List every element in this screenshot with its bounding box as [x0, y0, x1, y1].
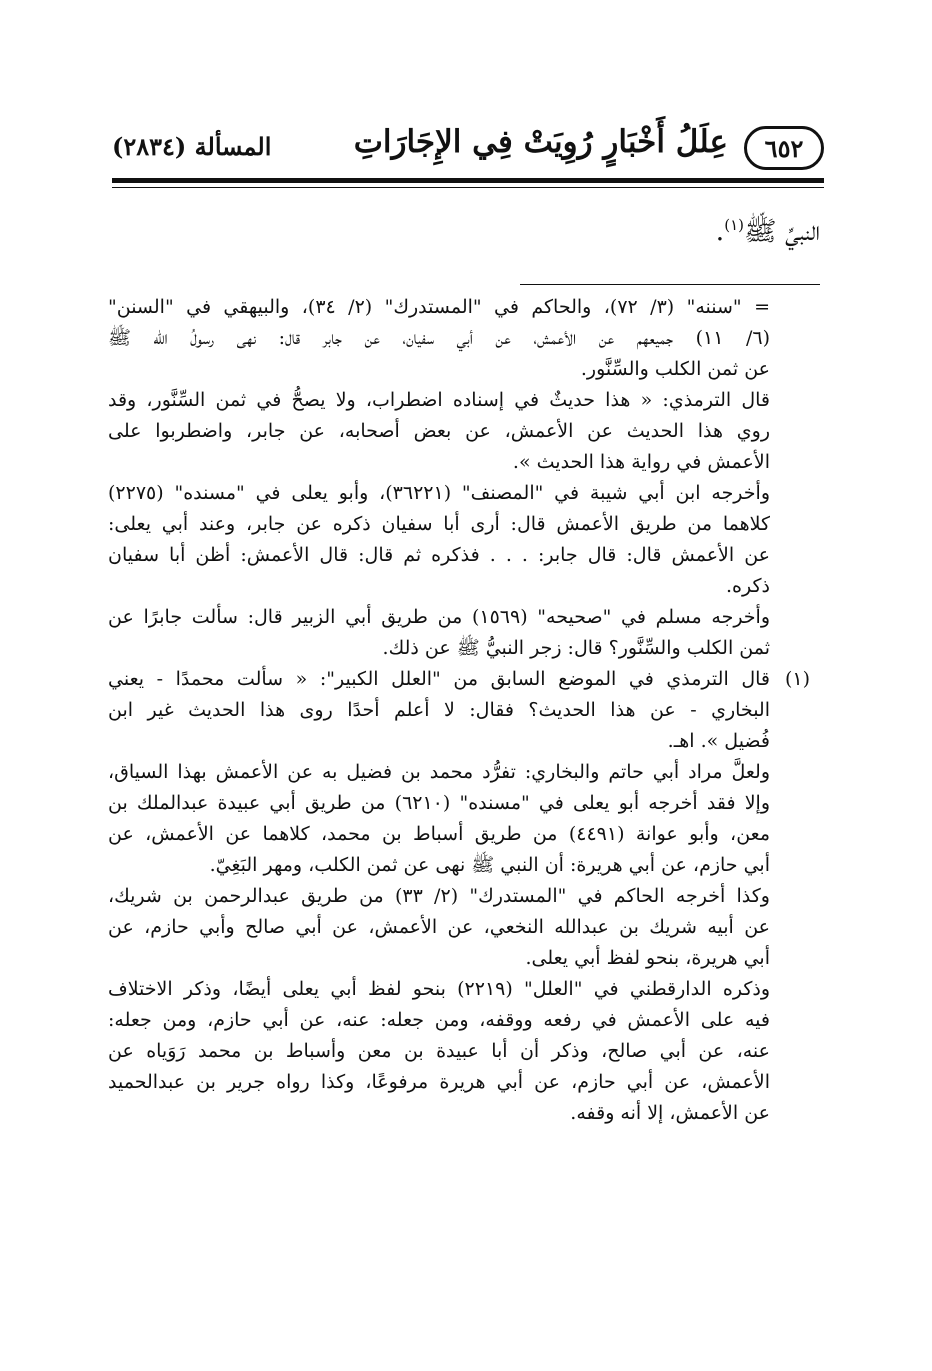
- footnote-line: فيه على الأعمش في رفعه ووقفه، ومن جعله: عنه، عن أبي حازم، ومن جعله:: [108, 1009, 770, 1031]
- footnote-line: فُضيل ». اهـ.: [667, 730, 770, 752]
- footnotes: [108, 292, 820, 1129]
- page-header: [112, 118, 824, 178]
- footnote-line: وكذا أخرجه الحاكم في "المستدرك" (٢/ ٣٣) من طريق عبدالرحمن بن شريك،: [108, 885, 770, 907]
- footnote-line: كلاهما من طريق الأعمش قال: أرى أبا سفيان ذكره عن جابر، وعند أبي يعلى:: [108, 513, 770, 535]
- footnote-line: وأخرجه ابن أبي شيبة في "المصنف" (٣٦٢٢١)، وأبو يعلى في "مسنده" (٢٢٧٥): [108, 482, 770, 504]
- footnote-line: عن أبيه شريك بن عبدالله النخعي، عن الأعمش، عن أبي صالح وأبي حازم، عن: [108, 916, 770, 938]
- footnote-line: (٦/ ١١) جميعهم عن الأعمش، عن أبي سفيان، عن جابر قال: نهى رسولُ الله ﷺ: [108, 327, 770, 349]
- footnote-line: ثمن الكلب والسِّنَّور؟ قال: زجر النبيُّ ﷺ عن ذلك.: [382, 637, 770, 659]
- header-rule-thick: [112, 178, 824, 183]
- footnote-line: البخاري - عن هذا الحديث؟ فقال: لا أعلم أحدًا روى هذا الحديث غير ابن: [108, 699, 770, 721]
- main-text: [716, 200, 820, 257]
- footnote-line: عن ثمن الكلب والسِّنَّور.: [580, 358, 770, 380]
- footnote-continuation: [108, 292, 770, 664]
- footnote-line: = "سننه" (٣/ ٧٢)، والحاكم في "المستدرك" (٢/ ٣٤)، والبيهقي في "السنن": [108, 296, 770, 318]
- footnote-separator: [520, 284, 820, 285]
- footnote-line: ذكره.: [726, 575, 770, 597]
- main-text-body: النبيِّ ﷺ: [743, 216, 820, 247]
- footnote-line: وإلا فقد أخرجه أبو يعلى في "مسنده" (٦٢١٠) من طريق أبي عبيدة عبدالملك بن: [108, 792, 770, 814]
- footnote-ref: (١): [724, 216, 744, 234]
- footnote-line: وذكره الدارقطني في "العلل" (٢٢١٩) بنحو لفظ أبي يعلى أيضًا، وذكر الاختلاف: [108, 978, 770, 1000]
- footnote-line: أبي هريرة، بنحو لفظ أبي يعلى.: [525, 947, 770, 969]
- footnote-line: عن الأعمش، إلا أنه وقفه.: [570, 1102, 770, 1124]
- footnote-line: عنه، عن أبي صالح، وذكر أن أبا عبيدة بن معن وأسباط بن محمد رَوَياه عن: [108, 1040, 770, 1062]
- footnote-1: [108, 664, 810, 1129]
- main-text-end: .: [715, 216, 725, 247]
- footnote-line: وأخرجه مسلم في "صحيحه" (١٥٦٩) من طريق أبي الزبير قال: سألت جابرًا عن: [108, 606, 770, 628]
- page-number: ٦٥٢: [744, 126, 824, 170]
- footnote-line: قال الترمذي في الموضع السابق من "العلل الكبير": « سألت محمدًا - يعني: [108, 668, 770, 690]
- book-title: عِلَلُ أَخْبَارٍ رُوِيَتْ فِي الإِجَارَاتِ: [353, 124, 728, 160]
- footnote-number: (١): [784, 668, 810, 690]
- header-rule-thin: [112, 187, 824, 188]
- footnote-line: الأعمش في رواية هذا الحديث ».: [512, 451, 770, 473]
- footnote-line: أبي حازم، عن أبي هريرة: أن النبي ﷺ نهى عن ثمن الكلب، ومهر البَغِيّ.: [209, 854, 770, 876]
- footnote-line: ولعلَّ مراد أبي حاتم والبخاري: تفرُّد محمد بن فضيل به عن الأعمش بهذا السياق،: [108, 761, 770, 783]
- footnote-line: روي هذا الحديث عن الأعمش، عن بعض أصحابه، عن جابر، واضطربوا على: [108, 420, 770, 442]
- footnote-line: معن، وأبو عوانة (٤٤٩١) من طريق أسباط بن محمد، كلاهما عن الأعمش، عن: [108, 823, 770, 845]
- issue-title: المسألة (٢٨٣٤): [112, 132, 272, 161]
- footnote-line: عن الأعمش قال: قال جابر: . . . فذكره ثم قال: قال الأعمش: أظن أبا سفيان: [108, 544, 770, 566]
- footnote-line: قال الترمذي: « هذا حديثٌ في إسناده اضطراب، ولا يصحُّ في ثمن السِّنَّور، وقد: [108, 389, 770, 411]
- footnote-line: الأعمش، عن أبي حازم، عن أبي هريرة مرفوعًا، وكذا رواه جرير بن عبدالحميد: [108, 1071, 770, 1093]
